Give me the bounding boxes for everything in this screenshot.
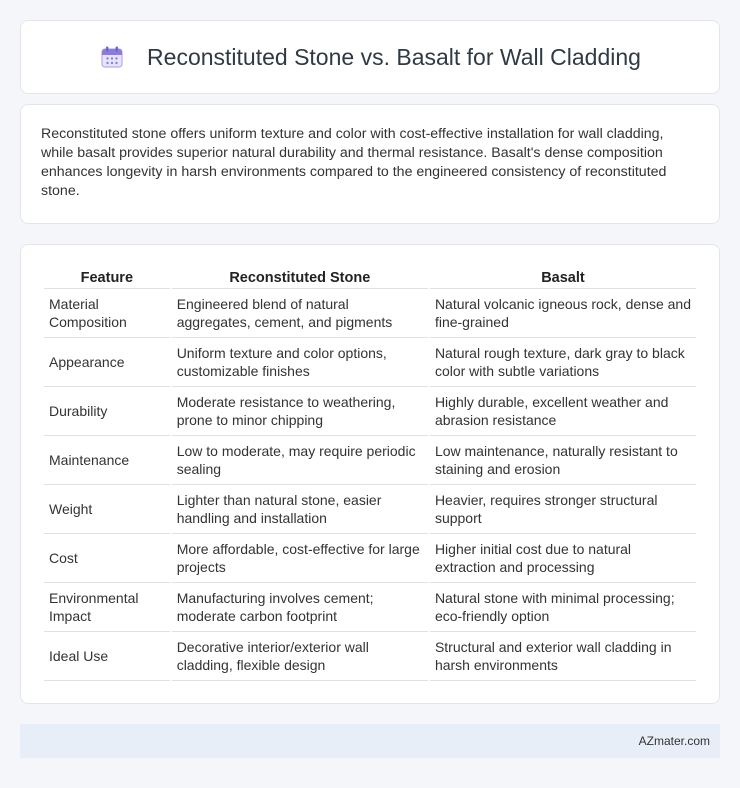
reconstituted-stone-cell: Lighter than natural stone, easier handling and installation xyxy=(172,485,428,534)
feature-cell: Environmental Impact xyxy=(44,583,170,632)
column-header-basalt: Basalt xyxy=(430,265,696,289)
footer-bar xyxy=(20,724,720,758)
basalt-cell: Highly durable, excellent weather and abrasion resistance xyxy=(430,387,696,436)
reconstituted-stone-cell: Moderate resistance to weathering, prone to minor chipping xyxy=(172,387,428,436)
footer-site-link[interactable]: AZmater.com xyxy=(638,734,710,748)
column-header-reconstituted-stone: Reconstituted Stone xyxy=(172,265,428,289)
table-row xyxy=(44,436,696,485)
table-row xyxy=(44,289,696,338)
summary-text: Reconstituted stone offers uniform texture and color with cost-effective installation for wall cladding, while basalt provides superior natural durability and thermal resistance. Basalt's dense composition enhances longevity in harsh environments compared to the engineered consistency of reconstituted stone. xyxy=(41,126,667,199)
feature-cell: Durability xyxy=(44,387,170,436)
feature-cell: Material Composition xyxy=(44,289,170,338)
reconstituted-stone-cell: Decorative interior/exterior wall cladding, flexible design xyxy=(172,632,428,681)
feature-cell: Ideal Use xyxy=(44,632,170,681)
reconstituted-stone-cell: More affordable, cost-effective for large projects xyxy=(172,534,428,583)
comparison-table xyxy=(42,265,698,681)
reconstituted-stone-cell: Low to moderate, may require periodic sealing xyxy=(172,436,428,485)
calendar-icon xyxy=(99,44,125,70)
page-title: Reconstituted Stone vs. Basalt for Wall Cladding xyxy=(147,43,641,70)
table-row xyxy=(44,583,696,632)
comparison-card xyxy=(20,244,720,704)
table-row xyxy=(44,485,696,534)
summary-card xyxy=(20,104,720,224)
table-header-row xyxy=(44,265,696,289)
basalt-cell: Structural and exterior wall cladding in harsh environments xyxy=(430,632,696,681)
column-header-feature: Feature xyxy=(44,265,170,289)
reconstituted-stone-cell: Uniform texture and color options, customizable finishes xyxy=(172,338,428,387)
table-row xyxy=(44,534,696,583)
basalt-cell: Low maintenance, naturally resistant to staining and erosion xyxy=(430,436,696,485)
table-row xyxy=(44,387,696,436)
basalt-cell: Natural volcanic igneous rock, dense and fine-grained xyxy=(430,289,696,338)
feature-cell: Weight xyxy=(44,485,170,534)
table-row xyxy=(44,632,696,681)
table-row xyxy=(44,338,696,387)
basalt-cell: Heavier, requires stronger structural support xyxy=(430,485,696,534)
basalt-cell: Natural rough texture, dark gray to black color with subtle variations xyxy=(430,338,696,387)
title-card xyxy=(20,20,720,94)
reconstituted-stone-cell: Manufacturing involves cement; moderate carbon footprint xyxy=(172,583,428,632)
basalt-cell: Natural stone with minimal processing; eco-friendly option xyxy=(430,583,696,632)
feature-cell: Appearance xyxy=(44,338,170,387)
feature-cell: Maintenance xyxy=(44,436,170,485)
reconstituted-stone-cell: Engineered blend of natural aggregates, cement, and pigments xyxy=(172,289,428,338)
basalt-cell: Higher initial cost due to natural extraction and processing xyxy=(430,534,696,583)
feature-cell: Cost xyxy=(44,534,170,583)
